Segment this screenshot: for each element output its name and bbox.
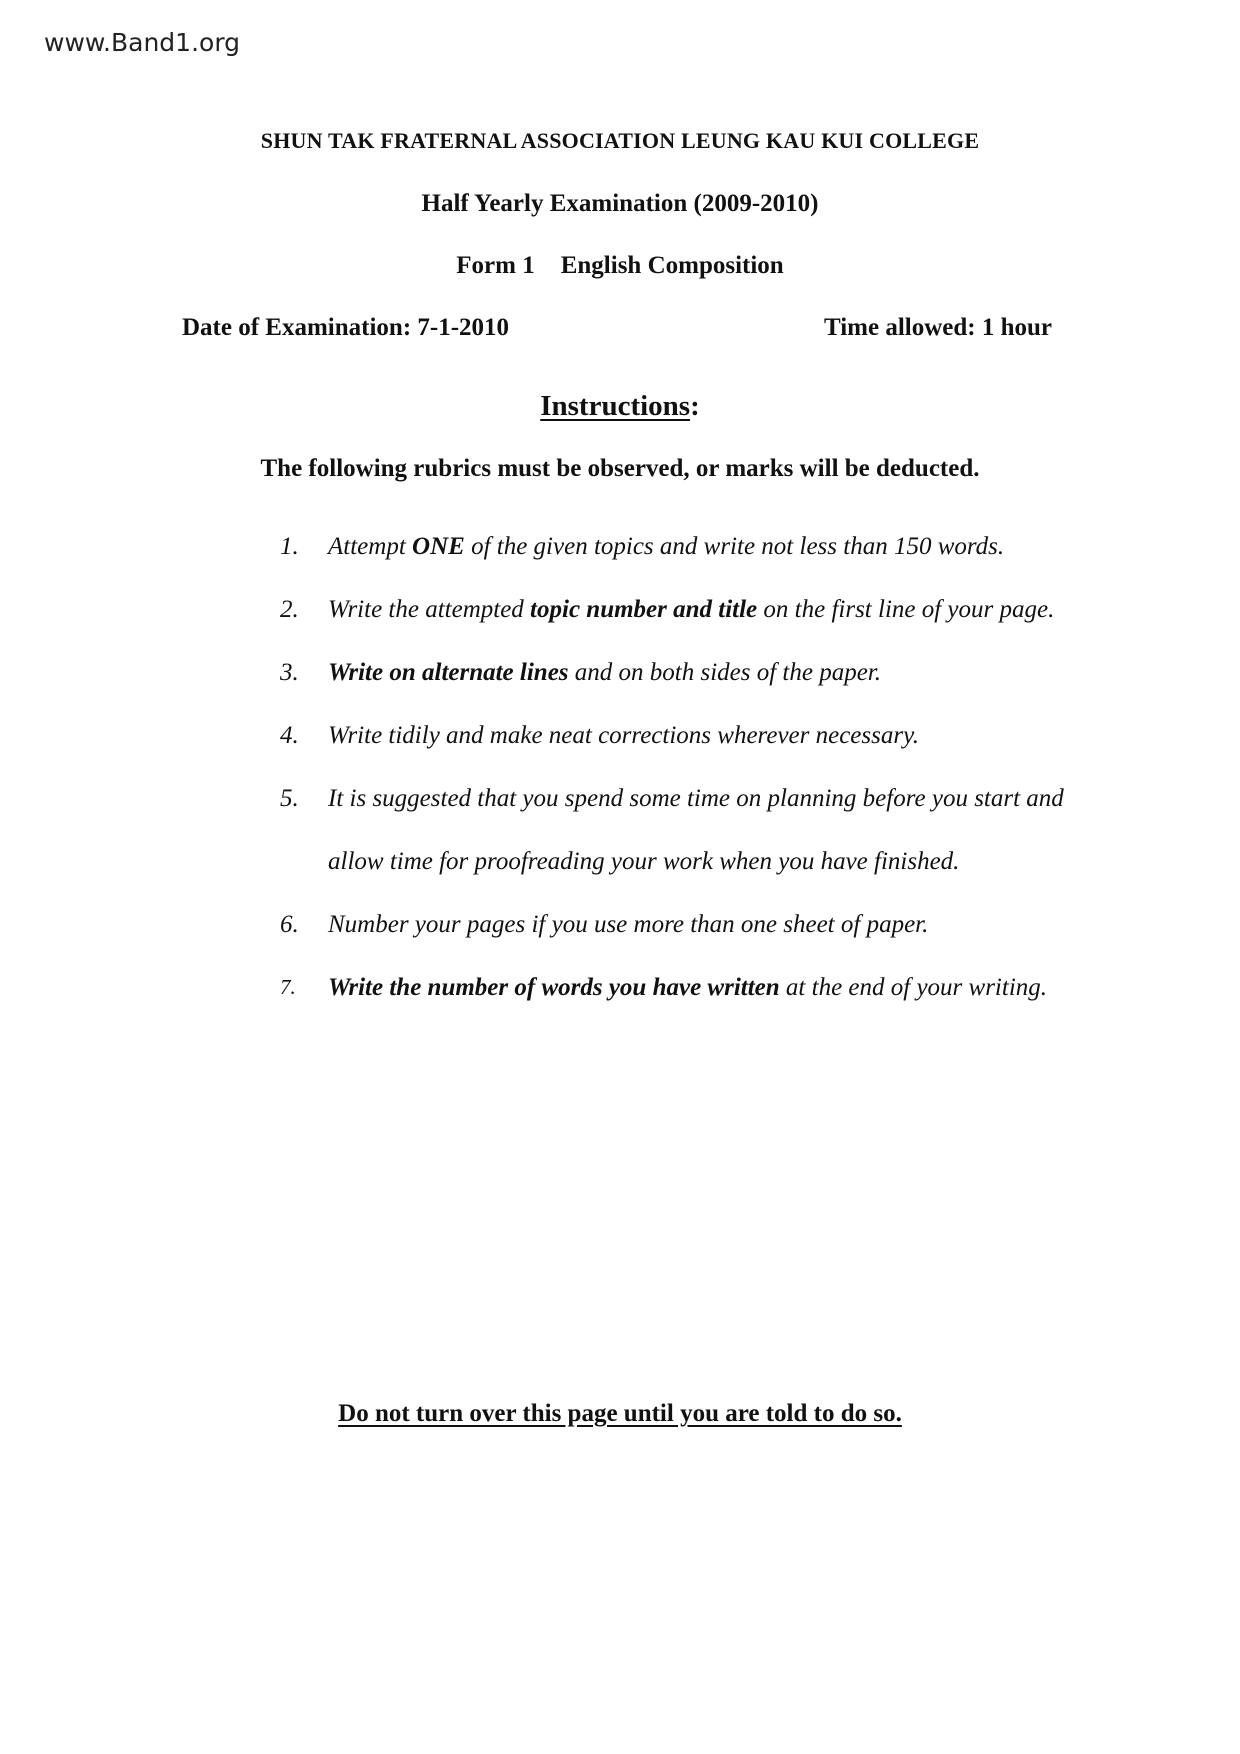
- school-name: SHUN TAK FRATERNAL ASSOCIATION LEUNG KAU KUI COLLEGE: [260, 128, 980, 153]
- instruction-item: 3. Write on alternate lines and on both sides of the paper.: [280, 659, 882, 686]
- instruction-item: 5. It is suggested that you spend some time on planning before you start and allow time for proofreading your work when you have finished.: [280, 785, 1064, 875]
- subject-name: English Composition: [560, 252, 784, 279]
- instruction-item: 1. Attempt ONE of the given topics and write not less than 150 words.: [280, 533, 1005, 560]
- form-subject-line: [0, 252, 1240, 280]
- rubrics-note: The following rubrics must be observed, or marks will be deducted.: [260, 455, 980, 482]
- instructions-heading: Instructions:: [540, 390, 700, 422]
- exam-title: Half Yearly Examination (2009-2010): [421, 190, 819, 217]
- exam-date: Date of Examination: 7-1-2010: [182, 314, 510, 341]
- instruction-item: 6. Number your pages if you use more than one sheet of paper.: [280, 911, 929, 938]
- form-level: Form 1: [456, 252, 535, 279]
- instruction-item: 2. Write the attempted topic number and title on the first line of your page.: [280, 596, 1055, 623]
- instruction-item: 4. Write tidily and make neat corrections wherever necessary.: [280, 722, 920, 749]
- instruction-list: [280, 515, 1080, 1019]
- instruction-item: 7. Write the number of words you have written at the end of your writing.: [280, 974, 1048, 1001]
- do-not-turn-notice: Do not turn over this page until you are told to do so.: [338, 1400, 902, 1427]
- time-allowed: Time allowed: 1 hour: [823, 314, 1052, 341]
- website-watermark: www.Band1.org: [44, 28, 241, 57]
